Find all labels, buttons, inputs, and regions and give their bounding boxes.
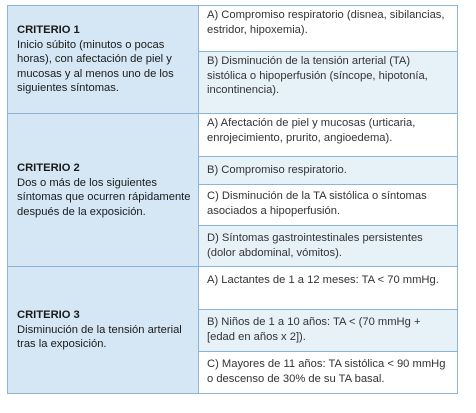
criterion-2-item-d: D) Síntomas gastrointestinales persistentes (dolor abdominal, vómitos). [199, 226, 457, 266]
criterion-2-item-c: C) Disminución de la TA sistólica o síntomas asociados a hipoperfusión. [199, 185, 457, 226]
criterion-1-header [8, 6, 199, 113]
criterion-1-title: CRITERIO 1 [17, 24, 80, 37]
criterion-2-description: Dos o más de los siguientes síntomas que ocurren rápidamente después de la exposición. [17, 176, 191, 218]
criterion-2-header [8, 114, 199, 266]
criterion-3-description: Disminución de la tensión arterial tras la exposición. [17, 323, 182, 351]
criterion-3-item-c: C) Mayores de 11 años: TA sistólica < 90 mmHg o descenso de 30% de su TA basal. [207, 358, 446, 385]
criterion-2-item-a: A) Afectación de piel y mucosas (urticaria, enrojecimiento, prurito, angioedema). [199, 114, 457, 157]
criterion-3-item-b: B) Niños de 1 a 10 años: TA < (70 mmHg + [edad en años x 2]). [199, 310, 457, 352]
criterion-2-row [8, 114, 457, 267]
criteria-table [7, 5, 458, 394]
criterion-1-item-b: B) Disminución de la tensión arterial (TA) sistólica o hipoperfusión (síncope, hipotonía, incontinencia). [199, 52, 457, 113]
criterion-2-item-b: B) Compromiso respiratorio. [199, 157, 457, 185]
criterion-3-items [199, 267, 457, 393]
criterion-2-title: CRITERIO 2 [17, 162, 80, 174]
criterion-2-items [199, 114, 457, 266]
criterion-1-row [8, 6, 457, 114]
criterion-3-title: CRITERIO 3 [17, 309, 80, 322]
criterion-3-item-a: A) Lactantes de 1 a 12 meses: TA < 70 mmHg. [199, 267, 457, 310]
criterion-3-row [8, 267, 457, 393]
criterion-1-description: Inicio súbito (minutos o pocas horas), con afectación de piel y mucosas y al menos uno de los siguientes síntomas. [17, 38, 174, 95]
criterion-3-header [8, 267, 199, 393]
criterion-1-items [199, 6, 457, 113]
criterion-1-item-a: A) Compromiso respiratorio (disnea, sibilancias, estridor, hipoxemia). [199, 6, 457, 52]
